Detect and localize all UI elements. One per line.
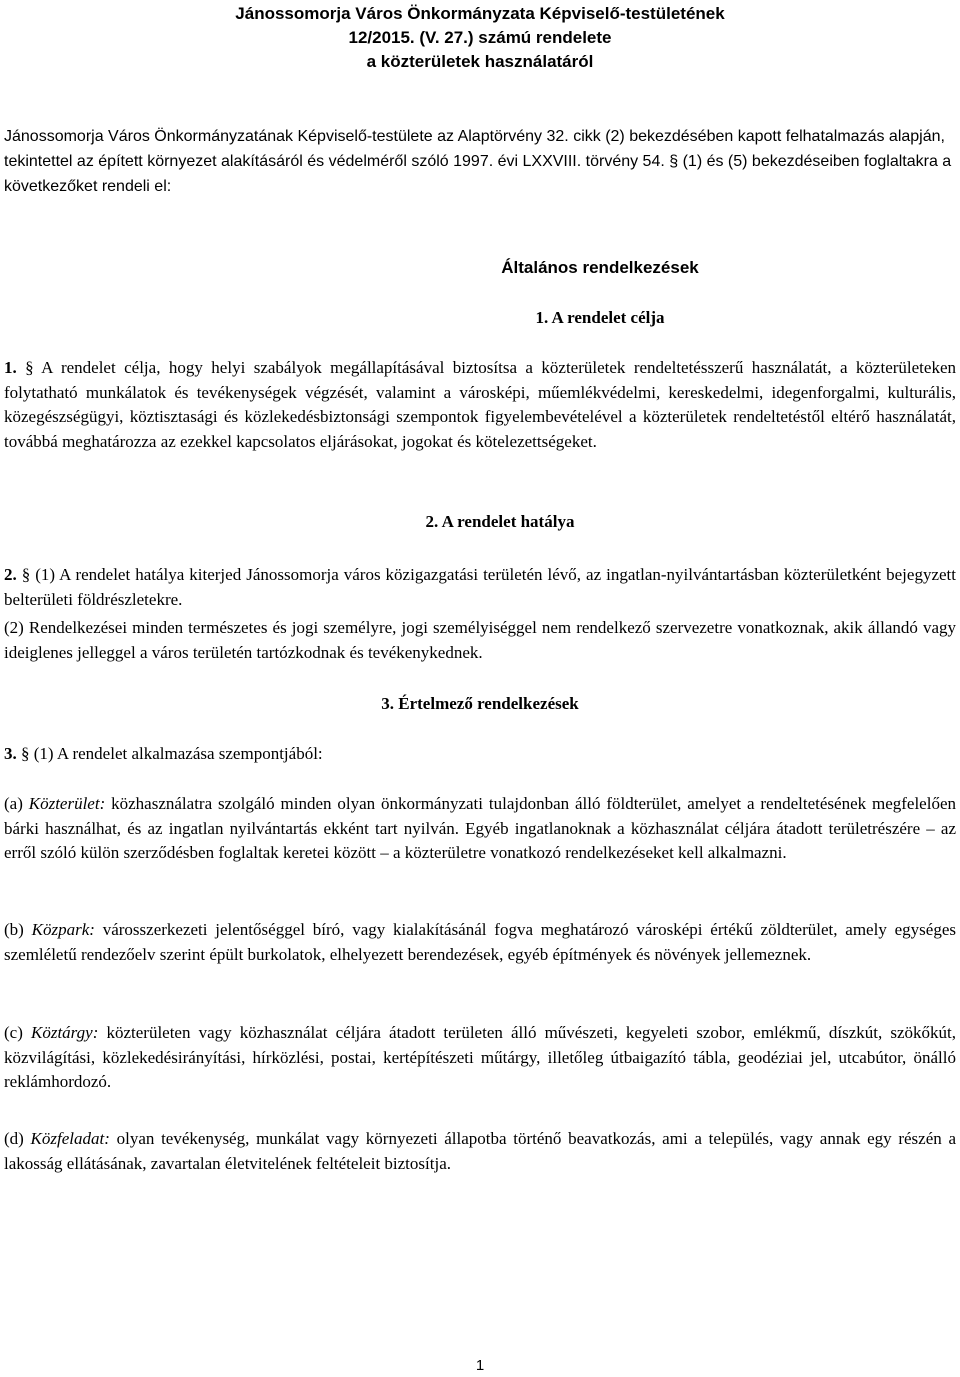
heading-3: 3. Értelmező rendelkezések	[381, 694, 579, 713]
page-number: 1	[475, 1357, 485, 1374]
paragraph-3	[4, 742, 956, 767]
definition-a-prefix: (a)	[4, 794, 29, 813]
definition-a	[4, 792, 956, 866]
document-title-line-1: Jánossomorja Város Önkormányzata Képviselő-testületének	[235, 4, 725, 23]
heading-2: 2. A rendelet hatálya	[425, 512, 575, 531]
definition-c-term: Köztárgy:	[30, 1023, 99, 1042]
definition-a-text: közhasználatra szolgáló minden olyan önkormányzati tulajdonban álló földterület, amelyet a rendeltetésének megfelelően bárki használhat, és az ingatlan nyilvántartás ekként tart nyilván. Egyéb ingatlanoknak a közhasználat céljára átadott területrészére – az erről szóló külön szerződésben foglaltak keretei között – a közterületre vonatkozó rendelkezéseket kell alkalmazni.	[4, 794, 957, 862]
definition-b-prefix: (b)	[4, 920, 32, 939]
heading-1: 1. A rendelet célja	[535, 308, 665, 327]
paragraph-3-text: § (1) A rendelet alkalmazása szempontjából:	[16, 744, 323, 763]
paragraph-1	[4, 356, 956, 454]
paragraph-2-number: 2.	[4, 565, 17, 584]
definition-d	[4, 1127, 956, 1176]
document-title-line-3: a közterületek használatáról	[366, 52, 594, 71]
paragraph-1-number: 1.	[4, 358, 17, 377]
definition-b-term: Közpark:	[31, 920, 95, 939]
paragraph-2-text: § (1) A rendelet hatálya kiterjed Jánossomorja város közigazgatási területén lévő, az ingatlan-nyilvántartásban közterületként bejegyzett belterületi földrészletekre.	[4, 565, 956, 609]
paragraph-3-number: 3.	[4, 744, 17, 763]
definition-d-prefix: (d)	[4, 1129, 31, 1148]
paragraph-1-text: § A rendelet célja, hogy helyi szabályok megállapításával biztosítsa a közterületek rendeltetésszerű használatát, a közterületeken folytatható munkálatok és tevékenységek végzését, valamint a városképi, műemlékvédelmi, kereskedelmi, idegenforgalmi, kulturális, közegészségügyi, köztisztasági és közlekedésbiztonsági szempontok figyelembevételével a közterületek rendeltetéstől eltérő használatát, továbbá meghatározza az ezekkel kapcsolatos eljárásokat, jogokat és kötelezettségeket.	[4, 358, 956, 451]
paragraph-2-2: (2) Rendelkezései minden természetes és jogi személyre, jogi személyiséggel nem rendelkező szervezetre vonatkoznak, akik állandó vagy ideiglenes jelleggel a város területén tartózkodnak és tevékenykednek.	[4, 618, 956, 662]
definition-c-prefix: (c)	[4, 1023, 31, 1042]
preamble: Jánossomorja Város Önkormányzatának Képviselő-testülete az Alaptörvény 32. cikk (2) bekezdésében kapott felhatalmazás alapján, tekintettel az épített környezet alakításáról és védelméről szóló 1997. évi LXXVIII. törvény 54. § (1) és (5) bekezdéseiben foglaltakra a következőket rendeli el:	[4, 128, 952, 195]
document-title-line-2: 12/2015. (V. 27.) számú rendelete	[348, 28, 612, 47]
definition-a-term: Közterület:	[28, 794, 106, 813]
definition-d-text: olyan tevékenység, munkálat vagy környezeti állapotba történő beavatkozás, ami a település, vagy annak egy részén a lakosság ellátásának, zavartalan életvitelének feltételeit biztosítja.	[4, 1129, 956, 1173]
definition-b-text: városszerkezeti jelentőséggel bíró, vagy kialakításánál fogva meghatározó városképi értékű zöldterület, amely egységes szemléletű rendezőelv szerint épült burkolatok, elhelyezett berendezések, egyéb építmények és növények jellemeznek.	[4, 920, 956, 964]
definition-b	[4, 918, 956, 967]
paragraph-2	[4, 563, 956, 612]
section-heading-general: Általános rendelkezések	[501, 258, 699, 277]
definition-d-term: Közfeladat:	[30, 1129, 110, 1148]
definition-c	[4, 1021, 956, 1095]
definition-c-text: közterületen vagy közhasználat céljára átadott területen álló művészeti, kegyeleti szobor, emlékmű, díszkút, szökőkút, közvilágítási, közlekedésirányítási, hírközlési, postai, kertépítészeti műtárgy, illetőleg útbaigazító tábla, geodéziai jel, utcabútor, önálló reklámhordozó.	[4, 1023, 956, 1091]
